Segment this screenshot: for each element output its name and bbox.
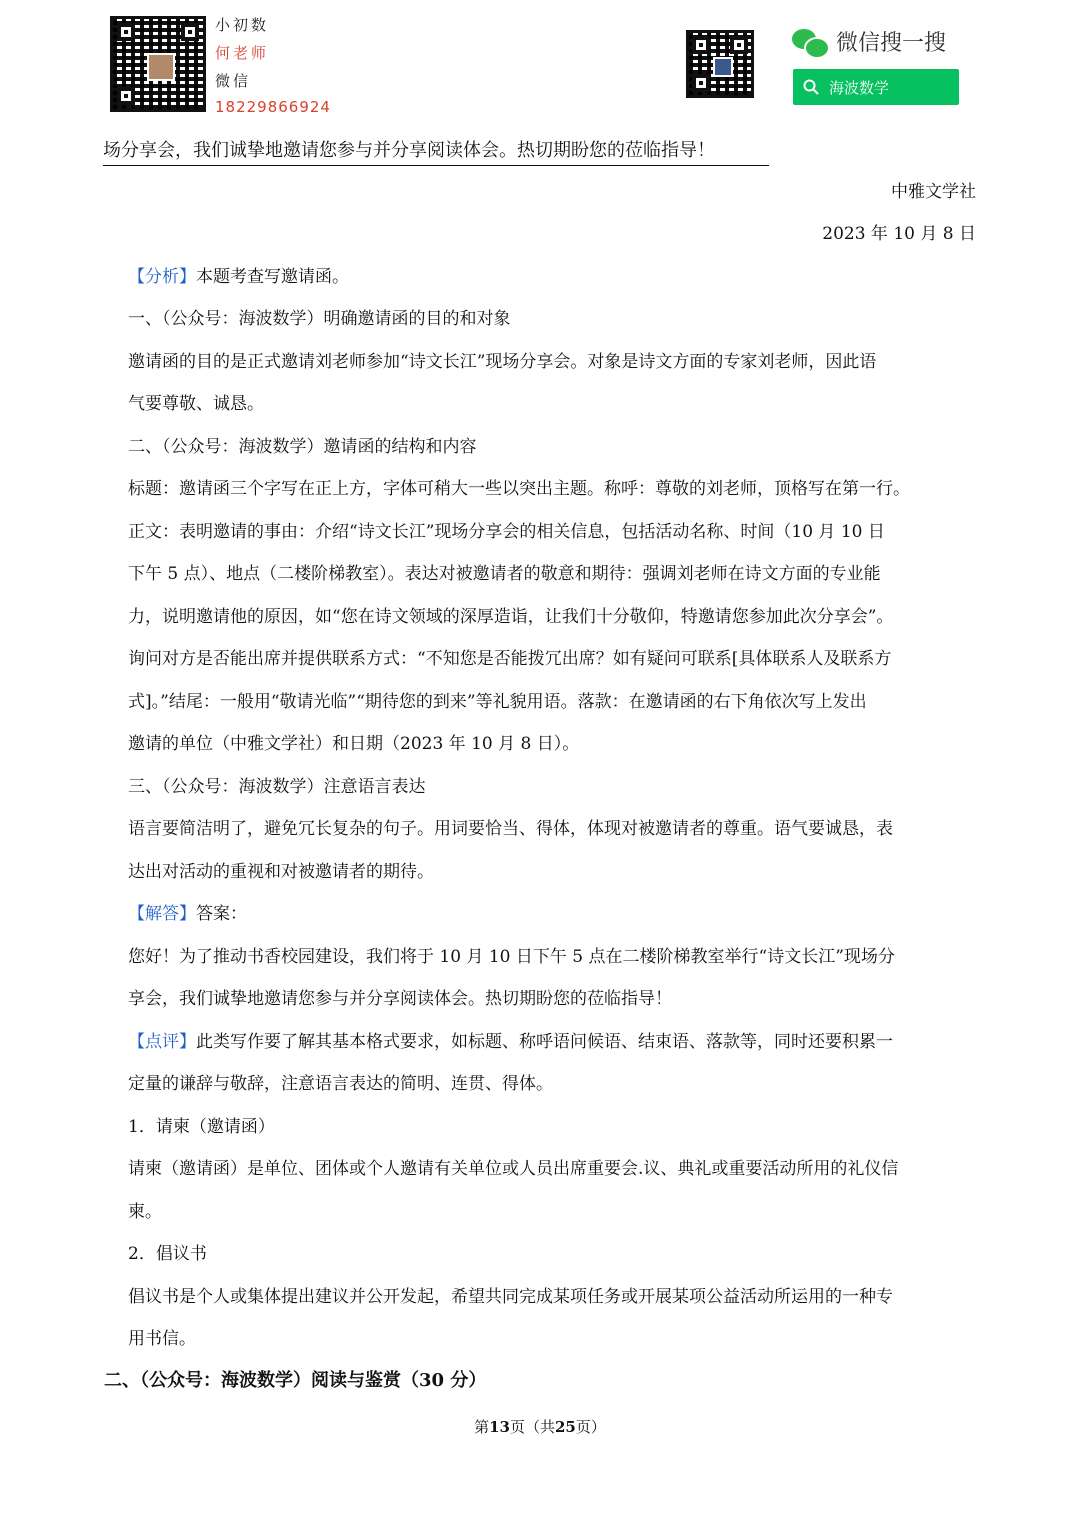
qr-finder	[730, 36, 748, 54]
logo	[713, 57, 733, 77]
text-line: 一、（公众号：海波数学）明确邀请函的目的和对象	[128, 309, 511, 329]
avatar	[147, 53, 175, 81]
qr-code-official-account	[686, 30, 754, 98]
analysis-tag: 【分析】	[128, 267, 196, 287]
continued-text: 场分享会，我们诚挚地邀请您参与并分享阅读体会。热切期盼您的莅临指导！	[103, 138, 769, 166]
text-line: 1．请柬（邀请函）	[128, 1117, 275, 1137]
qr-tag-3: 微信	[215, 72, 252, 90]
text-line: 用书信。	[128, 1329, 196, 1349]
page-number: 13	[489, 1418, 510, 1436]
text-line: 询问对方是否能出席并提供联系方式：“不知您是否能拨冗出席？如有疑问可联系[具体联系人及联系方	[128, 649, 892, 669]
answer-para: 【解答】答案：	[128, 904, 247, 924]
wechat-icon	[792, 27, 830, 57]
analysis-para: 【分析】本题考查写邀请函。	[128, 267, 349, 287]
comment-para: 【点评】此类写作要了解其基本格式要求，如标题、称呼语问候语、结束语、落款等，同时还要积累一	[128, 1032, 893, 1052]
qr-tag-1: 小初数	[215, 16, 270, 34]
signature-org: 中雅文学社	[891, 182, 976, 202]
text-line: 邀请函的目的是正式邀请刘老师参加“诗文长江”现场分享会。对象是诗文方面的专家刘老师，因此语	[128, 352, 877, 372]
text-line: 达出对活动的重视和对被邀请者的期待。	[128, 862, 434, 882]
text-line: 二、（公众号：海波数学）邀请函的结构和内容	[128, 437, 477, 457]
search-text: 海波数学	[829, 78, 890, 97]
qr-finder	[181, 23, 199, 41]
text-line: 倡议书是个人或集体提出建议并公开发起，希望共同完成某项任务或开展某项公益活动所运用的一种专	[128, 1287, 893, 1307]
text-line: 力，说明邀请他的原因，如“您在诗文领域的深厚造诣，让我们十分敬仰，特邀请您参加此次分享会”。	[128, 607, 894, 627]
qr-finder	[117, 23, 135, 41]
qr-finder	[692, 36, 710, 54]
text-line: 定量的谦辞与敬辞，注意语言表达的简明、连贯、得体。	[128, 1074, 553, 1094]
text-line: 享会，我们诚挚地邀请您参与并分享阅读体会。热切期盼您的莅临指导！	[128, 989, 672, 1009]
qr-tag-2: 何老师	[215, 44, 270, 62]
comment-tag: 【点评】	[128, 1032, 196, 1052]
text-line: 三、（公众号：海波数学）注意语言表达	[128, 777, 426, 797]
qr-phone: 18229866924	[215, 98, 331, 116]
page-total: 25	[555, 1418, 576, 1436]
search-icon	[803, 79, 819, 95]
text-line: 邀请的单位（中雅文学社）和日期（2023 年 10 月 8 日）。	[128, 734, 580, 754]
section-heading: 二、（公众号：海波数学）阅读与鉴赏（30 分）	[104, 1370, 487, 1391]
text-line: 您好！为了推动书香校园建设，我们将于 10 月 10 日下午 5 点在二楼阶梯教室举行“诗文长江”现场分	[128, 947, 895, 967]
text-line: 语言要简洁明了，避免冗长复杂的句子。用词要恰当、得体，体现对被邀请者的尊重。语气要诚恳，表	[128, 819, 893, 839]
text-line: 正文：表明邀请的事由：介绍“诗文长江”现场分享会的相关信息，包括活动名称、时间（10 月 10 日	[128, 522, 885, 542]
text-line: 请柬（邀请函）是单位、团体或个人邀请有关单位或人员出席重要会.议、典礼或重要活动所用的礼仪信	[128, 1159, 899, 1179]
qr-finder	[117, 87, 135, 105]
signature-date: 2023 年 10 月 8 日	[822, 224, 976, 244]
text-line: 标题：邀请函三个字写在正上方，字体可稍大一些以突出主题。称呼：尊敬的刘老师，顶格写在第一行。	[128, 479, 910, 499]
text-line: 式]。”结尾：一般用“敬请光临”“期待您的到来”等礼貌用语。落款：在邀请函的右下角依次写上发出	[128, 692, 867, 712]
answer-tag: 【解答】	[128, 904, 196, 924]
wechat-search-label: 微信搜一搜	[836, 31, 947, 56]
qr-code-teacher	[110, 16, 206, 112]
search-button[interactable]	[793, 69, 959, 105]
text-line: 下午 5 点）、地点（二楼阶梯教室）。表达对被邀请者的敬意和期待：强调刘老师在诗文方面的专业能	[128, 564, 881, 584]
wechat-search-brand	[792, 26, 946, 57]
page-footer: 第13页（共25页）	[474, 1418, 606, 1436]
qr-finder	[692, 74, 710, 92]
text-line: 柬。	[128, 1202, 162, 1222]
text-line: 气要尊敬、诚恳。	[128, 394, 264, 414]
text-line: 2．倡议书	[128, 1244, 207, 1264]
